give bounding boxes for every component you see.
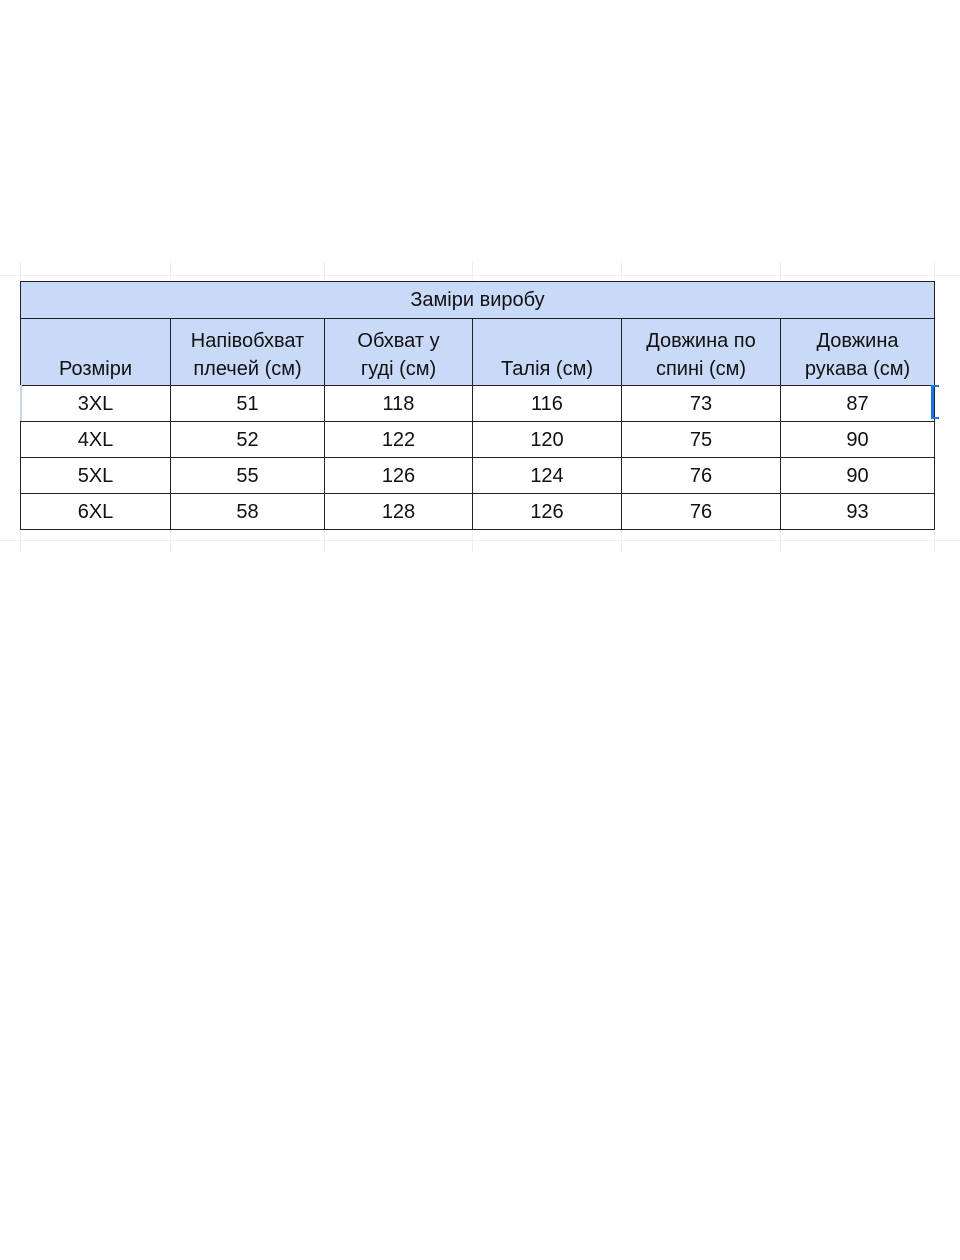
- table-title-row: [21, 282, 935, 319]
- header-line: гуді (см): [360, 358, 437, 380]
- table-cell[interactable]: 58: [171, 494, 325, 530]
- table-cell[interactable]: 52: [171, 422, 325, 458]
- header-line: Талія (см): [500, 358, 593, 380]
- table-cell[interactable]: 120: [473, 422, 622, 458]
- table-row: [21, 458, 935, 494]
- table-title[interactable]: Заміри виробу: [21, 282, 935, 319]
- header-cell-chest[interactable]: [325, 319, 473, 386]
- table-cell[interactable]: 126: [325, 458, 473, 494]
- header-line: плечей (см): [193, 358, 302, 380]
- table-cell[interactable]: 76: [622, 494, 781, 530]
- header-cell-back-length[interactable]: [622, 319, 781, 386]
- table-cell[interactable]: 118: [325, 386, 473, 422]
- gridline: [0, 275, 960, 276]
- header-line: Довжина по: [646, 330, 756, 352]
- header-line: рукава (см): [804, 358, 911, 380]
- header-cell-size[interactable]: [21, 319, 171, 386]
- header-cell-waist[interactable]: [473, 319, 622, 386]
- table-cell[interactable]: 128: [325, 494, 473, 530]
- table-cell[interactable]: 5XL: [21, 458, 171, 494]
- header-line: спині (см): [655, 358, 747, 380]
- table-cell[interactable]: 4XL: [21, 422, 171, 458]
- table-cell[interactable]: 116: [473, 386, 622, 422]
- table-cell[interactable]: 93: [781, 494, 935, 530]
- table-cell[interactable]: 75: [622, 422, 781, 458]
- table-cell[interactable]: 122: [325, 422, 473, 458]
- header-line: Обхват у: [357, 330, 440, 352]
- table-cell[interactable]: 76: [622, 458, 781, 494]
- cell-selection-indicator: [931, 417, 939, 419]
- header-cell-sleeve-length[interactable]: [781, 319, 935, 386]
- table-cell[interactable]: 126: [473, 494, 622, 530]
- table-cell[interactable]: 55: [171, 458, 325, 494]
- table-cell[interactable]: 73: [622, 386, 781, 422]
- table-row: [21, 386, 935, 422]
- table-cell[interactable]: 3XL: [21, 386, 171, 422]
- table-cell[interactable]: 90: [781, 422, 935, 458]
- table-cell[interactable]: 51: [171, 386, 325, 422]
- table-row: [21, 494, 935, 530]
- cell-selection-indicator: [931, 385, 939, 387]
- table-cell[interactable]: 6XL: [21, 494, 171, 530]
- header-cell-shoulders[interactable]: [171, 319, 325, 386]
- header-line: Напівобхват: [190, 330, 305, 352]
- header-line: Розміри: [58, 358, 133, 380]
- size-chart-table: [20, 281, 935, 530]
- table-cell[interactable]: 87: [781, 386, 935, 422]
- header-row: [21, 319, 935, 386]
- table-cell[interactable]: 90: [781, 458, 935, 494]
- table-row: [21, 422, 935, 458]
- selection-edge: [20, 385, 22, 421]
- cell-selection-indicator[interactable]: [931, 385, 934, 419]
- table-cell[interactable]: 124: [473, 458, 622, 494]
- header-line: Довжина: [816, 330, 899, 352]
- gridline: [0, 540, 960, 541]
